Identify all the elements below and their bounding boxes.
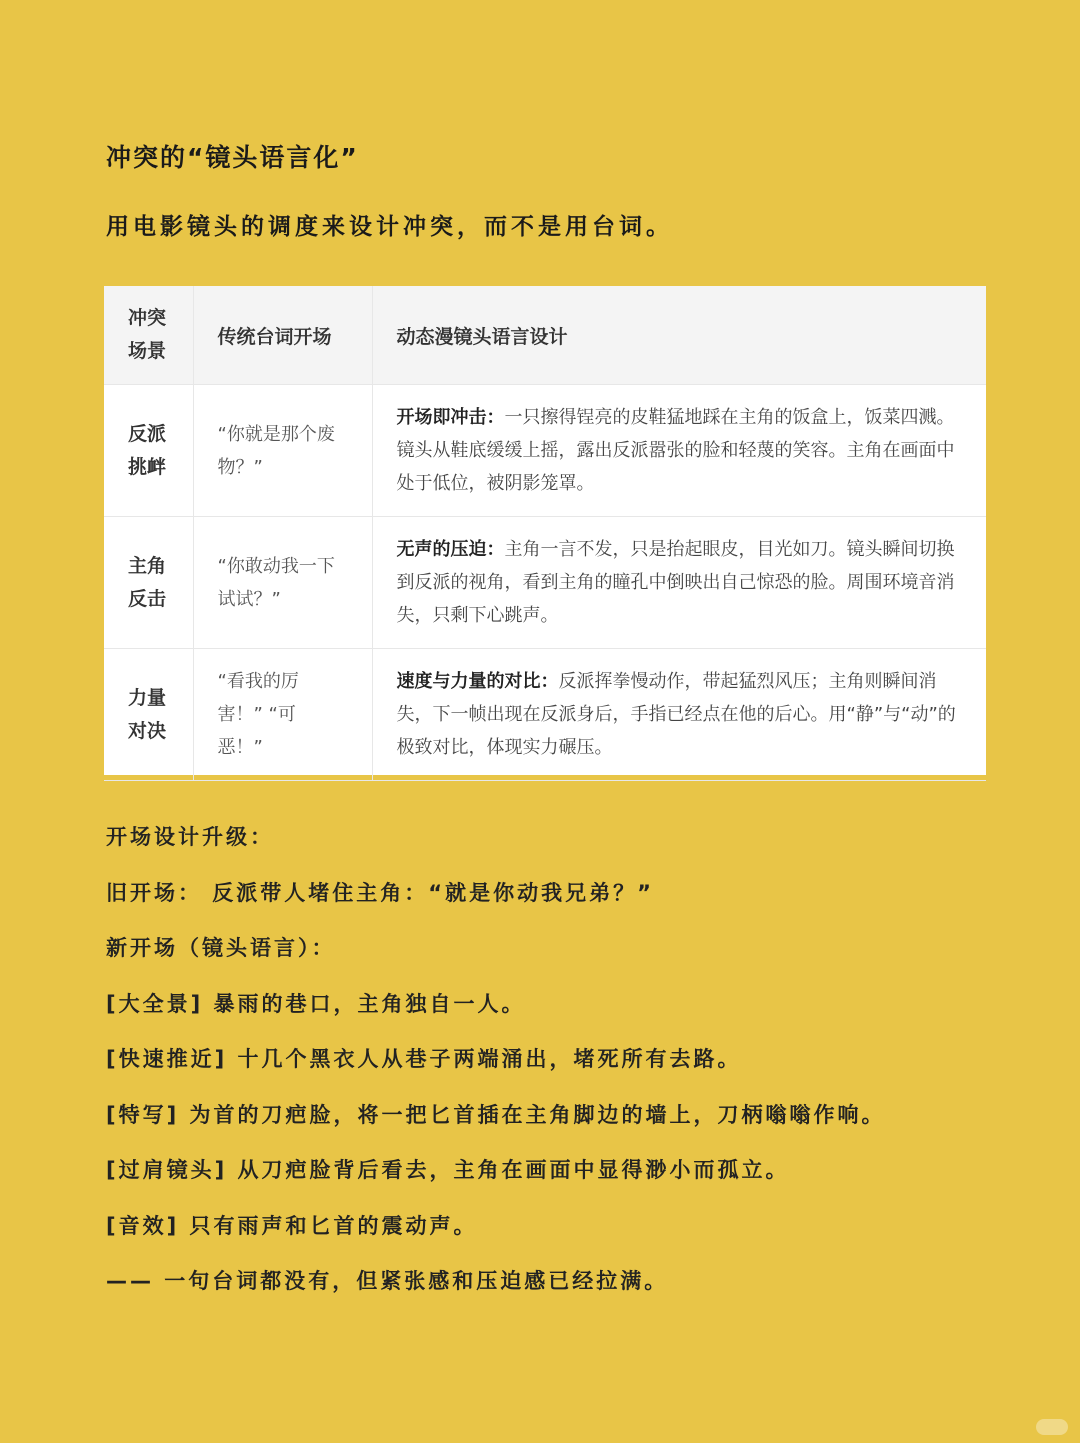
design-cell bbox=[372, 385, 986, 517]
note-line: [过肩镜头] 从刀疤脸背后看去，主角在画面中显得渺小而孤立。 bbox=[106, 1158, 790, 1182]
traditional-cell: “你敢动我一下试试？” bbox=[193, 517, 372, 649]
design-lead: 速度与力量的对比： bbox=[396, 671, 559, 692]
design-cell bbox=[372, 649, 986, 781]
header-traditional: 传统台词开场 bbox=[193, 286, 372, 385]
watermark-badge bbox=[1036, 1419, 1068, 1435]
table-row bbox=[104, 649, 986, 781]
note-line: —— 一句台词都没有，但紧张感和压迫感已经拉满。 bbox=[106, 1269, 669, 1293]
comparison-table bbox=[104, 286, 986, 775]
section-subtitle: 用电影镜头的调度来设计冲突，而不是用台词。 bbox=[106, 214, 673, 240]
design-cell bbox=[372, 517, 986, 649]
table-row bbox=[104, 385, 986, 517]
note-line: [特写] 为首的刀疤脸，将一把匕首插在主角脚边的墙上，刀柄嗡嗡作响。 bbox=[106, 1102, 886, 1127]
traditional-cell: “看我的厉害！” “可恶！” bbox=[193, 649, 372, 781]
note-line: [大全景] 暴雨的巷口，主角独自一人。 bbox=[106, 991, 526, 1016]
traditional-cell: “你就是那个废物？” bbox=[193, 385, 372, 517]
table-header-row bbox=[104, 286, 986, 385]
note-line: 旧开场： 反派带人堵住主角：“就是你动我兄弟？” bbox=[106, 880, 654, 905]
header-design: 动态漫镜头语言设计 bbox=[372, 286, 986, 385]
design-lead: 无声的压迫： bbox=[396, 539, 505, 560]
scene-cell: 主角反击 bbox=[104, 517, 193, 649]
design-text: 一只擦得锃亮的皮鞋猛地踩在主角的饭盒上，饭菜四溅。镜头从鞋底缓缓上摇，露出反派嚣张的脸和轻蔑的笑容。主角在画面中处于低位，被阴影笼罩。 bbox=[396, 407, 955, 494]
note-line: [音效] 只有雨声和匕首的震动声。 bbox=[106, 1213, 478, 1238]
note-line: 开场设计升级： bbox=[106, 825, 274, 849]
header-scene: 冲突场景 bbox=[104, 286, 193, 385]
table-row bbox=[104, 517, 986, 649]
opening-design-notes bbox=[106, 810, 986, 1310]
scene-cell: 反派挑衅 bbox=[104, 385, 193, 517]
design-text: 反派挥拳慢动作，带起猛烈风压；主角则瞬间消失，下一帧出现在反派身后，手指已经点在他的后心。用“静”与“动”的极致对比，体现实力碾压。 bbox=[396, 671, 956, 758]
section-title: 冲突的“镜头语言化” bbox=[106, 143, 359, 172]
note-line: 新开场（镜头语言）： bbox=[106, 936, 336, 960]
design-text: 主角一言不发，只是抬起眼皮，目光如刀。镜头瞬间切换到反派的视角，看到主角的瞳孔中倒映出自己惊恐的脸。周围环境音消失，只剩下心跳声。 bbox=[396, 539, 955, 626]
scene-cell: 力量对决 bbox=[104, 649, 193, 781]
note-line: [快速推近] 十几个黑衣人从巷子两端涌出，堵死所有去路。 bbox=[106, 1047, 742, 1071]
design-lead: 开场即冲击： bbox=[396, 407, 505, 428]
